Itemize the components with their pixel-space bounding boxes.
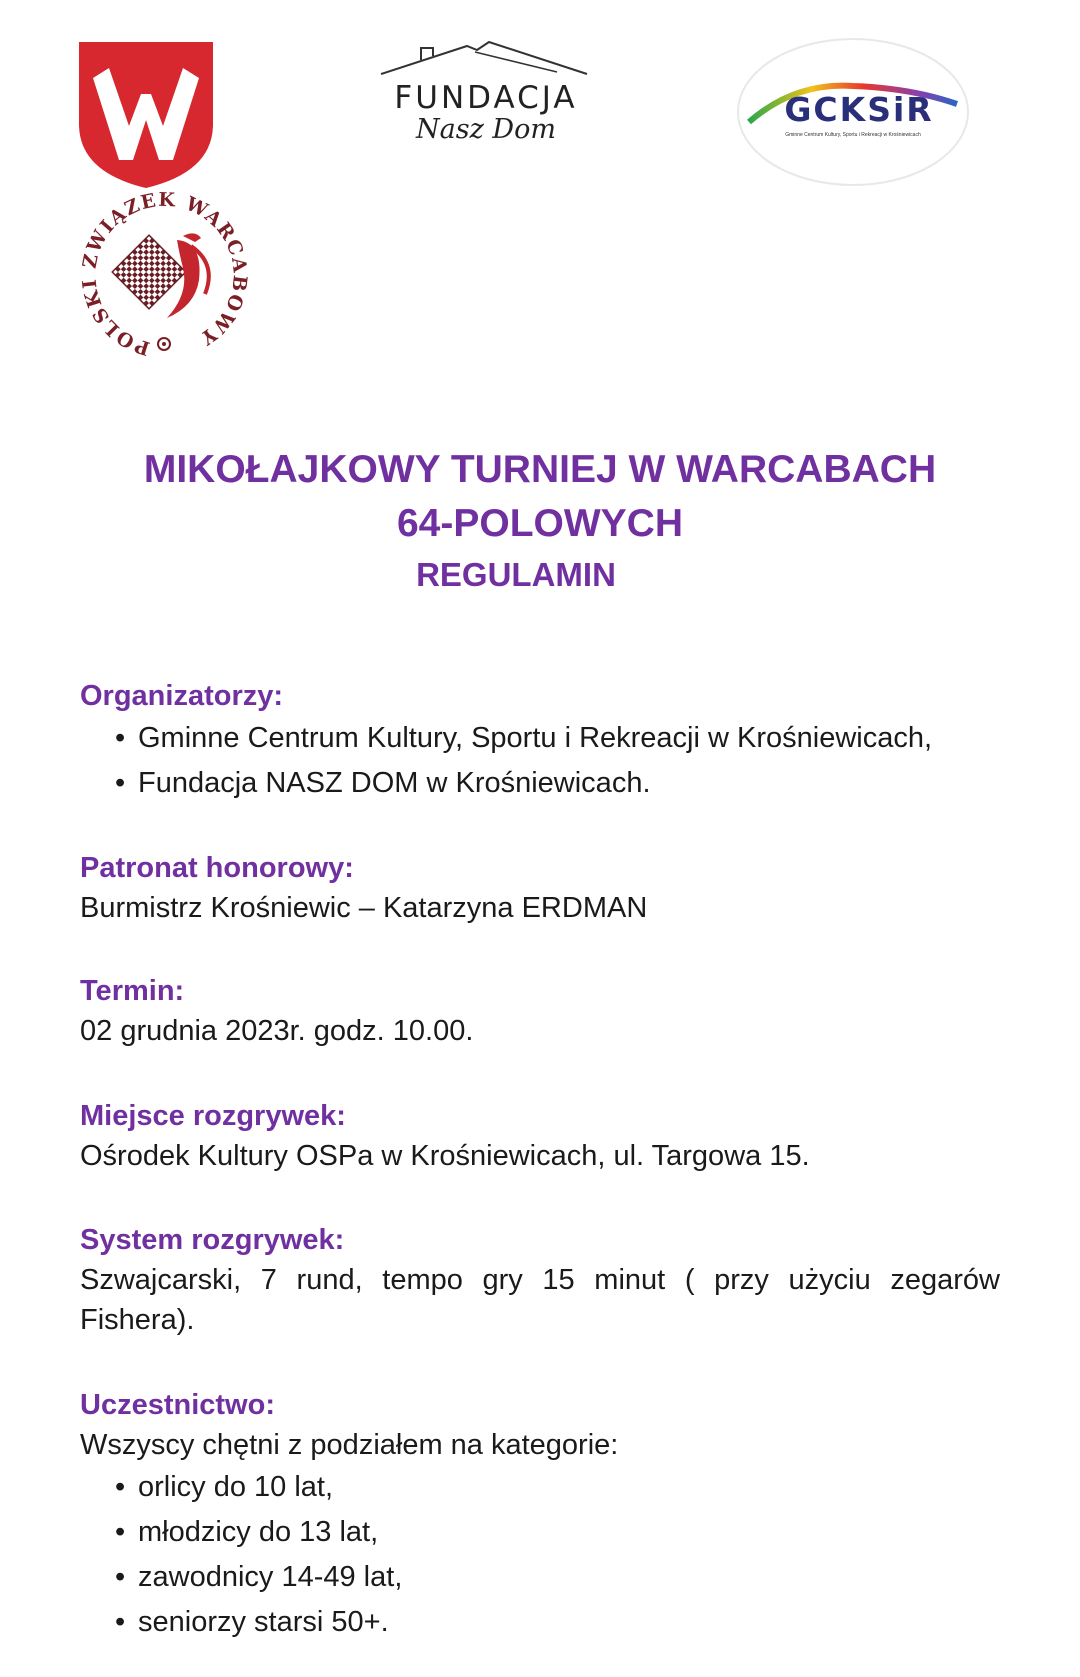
list-item: • Fundacja NASZ DOM w Krośniewicach. [80,761,1000,806]
participation-section [80,1385,1000,1645]
venue-heading: Miejsce rozgrywek: [80,1100,346,1132]
fundacja-nasz-dom-logo [357,38,615,148]
list-item: • młodzicy do 13 lat, [80,1510,1000,1555]
foundation-subtitle: Nasz Dom [416,114,556,145]
venue-text: Ośrodek Kultury OSPa w Krośniewicach, ul. Targowa 15. [80,1140,810,1172]
list-item: • Gminne Centrum Kultury, Sportu i Rekreacji w Krośniewicach, [80,716,1000,761]
organizers-list [80,716,1000,806]
gcksir-tagline: Gminne Centrum Kultury, Sportu i Rekreacji w Krośniewicach [785,132,921,138]
regulations-heading: REGULAMIN [416,556,616,593]
pzw-ring-text: POLSKI ZWIĄZEK WARCABOWY [79,190,249,360]
gcksir-brand-text: GCKSiR [784,90,934,129]
tournament-title-line2: 64-POLOWYCH [396,502,684,545]
participation-heading: Uczestnictwo: [80,1389,275,1421]
system-heading: System rozgrywek: [80,1224,345,1256]
list-item: • orlicy do 10 lat, [80,1465,1000,1510]
venue-section [80,1096,1000,1176]
organizers-section [80,676,1000,806]
list-item: • seniorzy starsi 50+. [80,1600,1000,1645]
organizers-heading: Organizatorzy: [80,680,284,712]
date-text: 02 grudnia 2023r. godz. 10.00. [80,1015,474,1047]
list-item: • zawodnicy 14-49 lat, [80,1555,1000,1600]
system-section [80,1220,1000,1340]
patronage-heading: Patronat honorowy: [80,852,354,884]
categories-list [80,1465,1000,1645]
polski-zwiazek-warcabowy-logo [79,190,249,360]
patronage-section [80,848,1000,928]
gcksir-logo [735,36,971,188]
patronage-text: Burmistrz Krośniewic – Katarzyna ERDMAN [80,892,648,924]
foundation-name: FUNDACJA [394,80,578,116]
date-heading: Termin: [80,975,185,1007]
krosniewice-coat-of-arms-logo [79,42,213,188]
date-section [80,971,1000,1051]
tournament-title-line1: MIKOŁAJKOWY TURNIEJ W WARCABACH [143,448,937,491]
system-text: Szwajcarski, 7 rund, tempo gry 15 minut ( przy użyciu zegarów Fishera). [80,1264,1000,1336]
participation-text: Wszyscy chętni z podziałem na kategorie: [80,1429,619,1461]
